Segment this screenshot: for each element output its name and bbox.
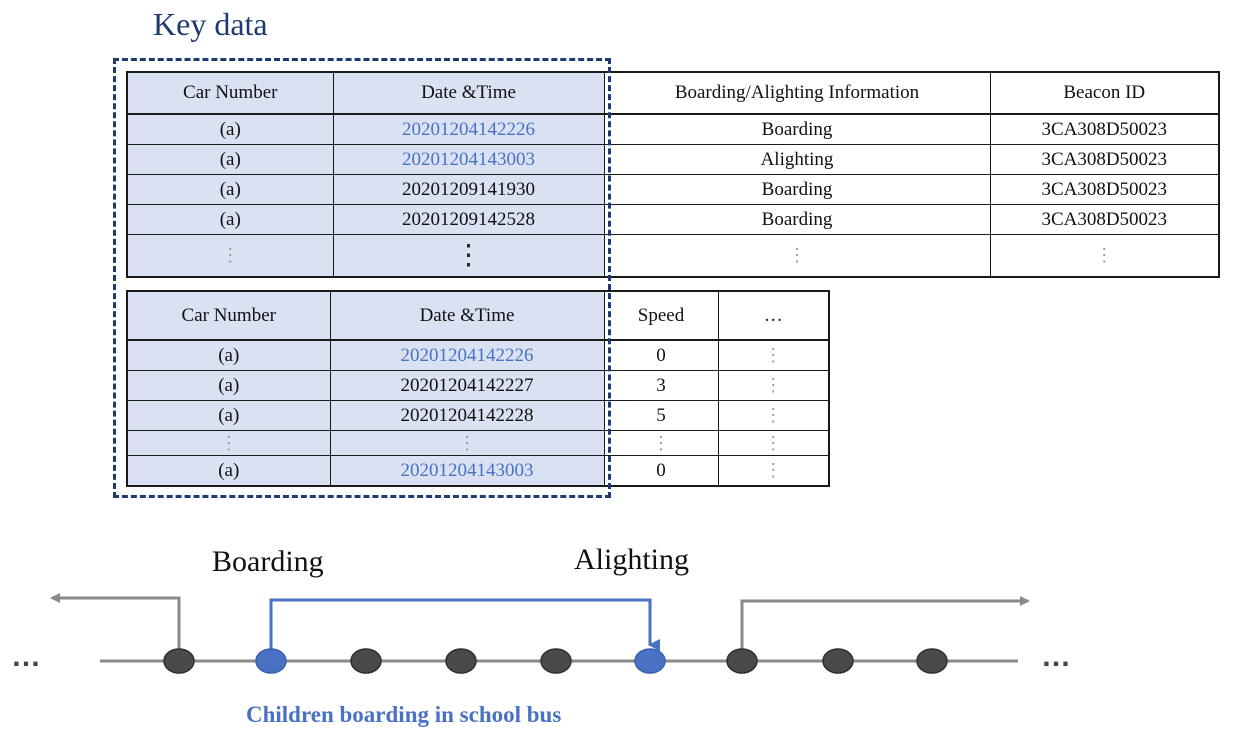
car-number-cell: (a) (127, 175, 333, 205)
car-number-cell: (a) (127, 114, 333, 145)
bus-stop (727, 649, 757, 673)
column-header-beacon-id: Beacon ID (990, 72, 1219, 114)
table-row (127, 371, 829, 401)
boarding-info-cell: Alighting (604, 145, 990, 175)
car-number-cell: (a) (127, 371, 330, 401)
timeline-caption: Children boarding in school bus (246, 702, 562, 727)
vertical-ellipsis: ⋮ (718, 431, 829, 456)
boarding-stop (256, 649, 286, 673)
key-data-title: Key data (153, 6, 268, 42)
speed-cell: 5 (604, 401, 718, 431)
bus-stop (351, 649, 381, 673)
beacon-id-cell: 3CA308D50023 (990, 205, 1219, 235)
table-row (127, 145, 1219, 175)
beacon-id-cell: 3CA308D50023 (990, 114, 1219, 145)
vertical-ellipsis: ⋮ (127, 431, 330, 456)
vertical-ellipsis: ⋮ (127, 235, 333, 278)
date-time-cell: 20201204143003 (330, 456, 604, 487)
column-header-boarding-alighting: Boarding/Alighting Information (604, 72, 990, 114)
ellipsis-row (127, 431, 829, 456)
alighting-label: Alighting (574, 543, 690, 576)
ellipsis-row (127, 235, 1219, 278)
boarding-label: Boarding (212, 545, 324, 578)
vertical-ellipsis: ⋮ (990, 235, 1219, 278)
table-row (127, 205, 1219, 235)
vertical-ellipsis: ⋮ (333, 235, 604, 278)
date-time-cell: 20201204143003 (333, 145, 604, 175)
bus-stop (541, 649, 571, 673)
vertical-ellipsis: ⋮ (330, 431, 604, 456)
column-header-car-number: Car Number (127, 72, 333, 114)
vertical-ellipsis: ⋮ (718, 340, 829, 371)
timeline-ellipsis-left: … (11, 640, 42, 673)
car-number-cell: (a) (127, 456, 330, 487)
column-header-more: … (718, 291, 829, 340)
boarding-info-cell: Boarding (604, 175, 990, 205)
boarding-info-cell: Boarding (604, 114, 990, 145)
table-header-row (127, 291, 829, 340)
date-time-cell: 20201204142228 (330, 401, 604, 431)
column-header-car-number: Car Number (127, 291, 330, 340)
date-time-cell: 20201204142226 (333, 114, 604, 145)
vertical-ellipsis: ⋮ (604, 431, 718, 456)
car-number-cell: (a) (127, 401, 330, 431)
table-row (127, 114, 1219, 145)
bus-stop (823, 649, 853, 673)
beacon-id-cell: 3CA308D50023 (990, 175, 1219, 205)
beacon-id-cell: 3CA308D50023 (990, 145, 1219, 175)
column-header-date-time: Date &Time (330, 291, 604, 340)
speed-cell: 0 (604, 340, 718, 371)
date-time-cell: 20201209141930 (333, 175, 604, 205)
boarding-info-cell: Boarding (604, 205, 990, 235)
bus-stop (446, 649, 476, 673)
timeline-ellipsis-right: … (1041, 640, 1072, 673)
boarding-records-table (126, 71, 1220, 278)
car-number-cell: (a) (127, 145, 333, 175)
vertical-ellipsis: ⋮ (718, 456, 829, 487)
previous-trip-arrow (52, 598, 179, 657)
car-number-cell: (a) (127, 340, 330, 371)
next-trip-arrow (742, 601, 1028, 657)
table-row (127, 401, 829, 431)
date-time-cell: 20201204142226 (330, 340, 604, 371)
table-row (127, 175, 1219, 205)
car-number-cell: (a) (127, 205, 333, 235)
alighting-stop (635, 649, 665, 673)
speed-cell: 3 (604, 371, 718, 401)
column-header-speed: Speed (604, 291, 718, 340)
vertical-ellipsis: ⋮ (718, 371, 829, 401)
table-header-row (127, 72, 1219, 114)
column-header-date-time: Date &Time (333, 72, 604, 114)
bus-stop (917, 649, 947, 673)
date-time-cell: 20201209142528 (333, 205, 604, 235)
date-time-cell: 20201204142227 (330, 371, 604, 401)
bus-stop (164, 649, 194, 673)
vertical-ellipsis: ⋮ (604, 235, 990, 278)
bus-stops (164, 649, 947, 673)
speed-cell: 0 (604, 456, 718, 487)
table-row (127, 340, 829, 371)
speed-records-table (126, 290, 830, 487)
vertical-ellipsis: ⋮ (718, 401, 829, 431)
table-row (127, 456, 829, 487)
